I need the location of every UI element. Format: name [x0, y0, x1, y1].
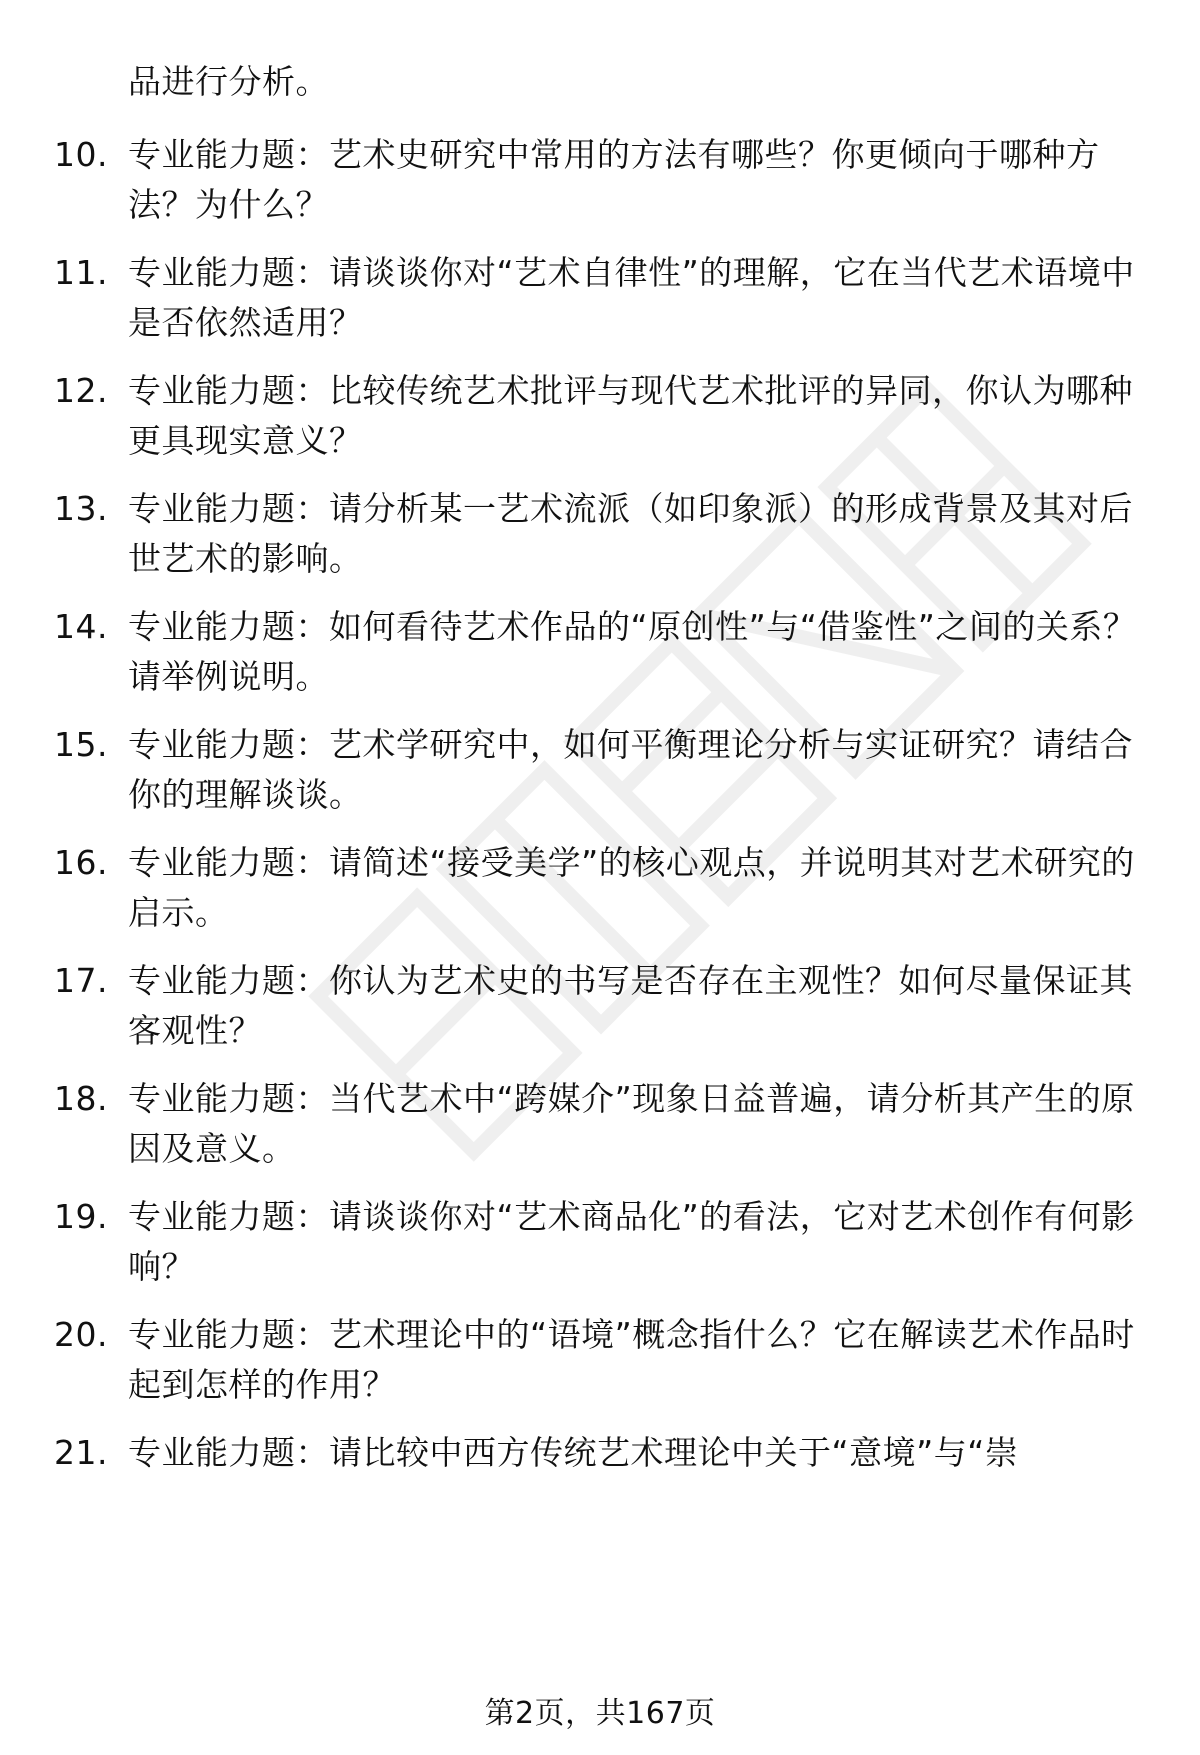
list-item-number: 20.	[54, 1315, 108, 1354]
list-item-text: 专业能力题：请简述“接受美学”的核心观点，并说明其对艺术研究的启示。	[128, 843, 1135, 932]
list-item-number: 12.	[54, 371, 108, 410]
page-number-footer: 第2页，共167页	[484, 1696, 716, 1731]
list-item-number: 17.	[54, 961, 108, 1000]
list-item-number: 13.	[54, 489, 108, 528]
list-item-number: 16.	[54, 843, 108, 882]
list-item-number: 11.	[54, 253, 108, 292]
continuation-text: 品进行分析。	[128, 62, 329, 101]
list-item-text: 专业能力题：请比较中西方传统艺术理论中关于“意境”与“崇	[128, 1433, 1019, 1472]
list-item-number: 14.	[54, 607, 108, 646]
list-item-text: 专业能力题：比较传统艺术批评与现代艺术批评的异同，你认为哪种更具现实意义？	[128, 371, 1133, 460]
list-item-number: 21.	[54, 1433, 108, 1472]
list-item-text: 专业能力题：请谈谈你对“艺术商品化”的看法，它对艺术创作有何影响？	[128, 1197, 1135, 1286]
list-item-number: 18.	[54, 1079, 108, 1118]
list-item-text: 专业能力题：艺术理论中的“语境”概念指什么？它在解读艺术作品时起到怎样的作用？	[128, 1315, 1135, 1404]
list-item-number: 19.	[54, 1197, 108, 1236]
list-item-text: 专业能力题：艺术史研究中常用的方法有哪些？你更倾向于哪种方法？为什么？	[128, 135, 1100, 224]
list-item-number: 15.	[54, 725, 108, 764]
list-item-text: 专业能力题：请谈谈你对“艺术自律性”的理解，它在当代艺术语境中是否依然适用？	[128, 253, 1135, 342]
list-item-number: 10.	[54, 135, 108, 174]
list-item-text: 专业能力题：当代艺术中“跨媒介”现象日益普遍，请分析其产生的原因及意义。	[128, 1079, 1135, 1168]
list-item-text: 专业能力题：艺术学研究中，如何平衡理论分析与实证研究？请结合你的理解谈谈。	[128, 725, 1133, 814]
list-item-text: 专业能力题：你认为艺术史的书写是否存在主观性？如何尽量保证其客观性？	[128, 961, 1133, 1050]
list-item-text: 专业能力题：如何看待艺术作品的“原创性”与“借鉴性”之间的关系？请举例说明。	[128, 607, 1137, 696]
list-item-text: 专业能力题：请分析某一艺术流派（如印象派）的形成背景及其对后世艺术的影响。	[128, 489, 1133, 578]
